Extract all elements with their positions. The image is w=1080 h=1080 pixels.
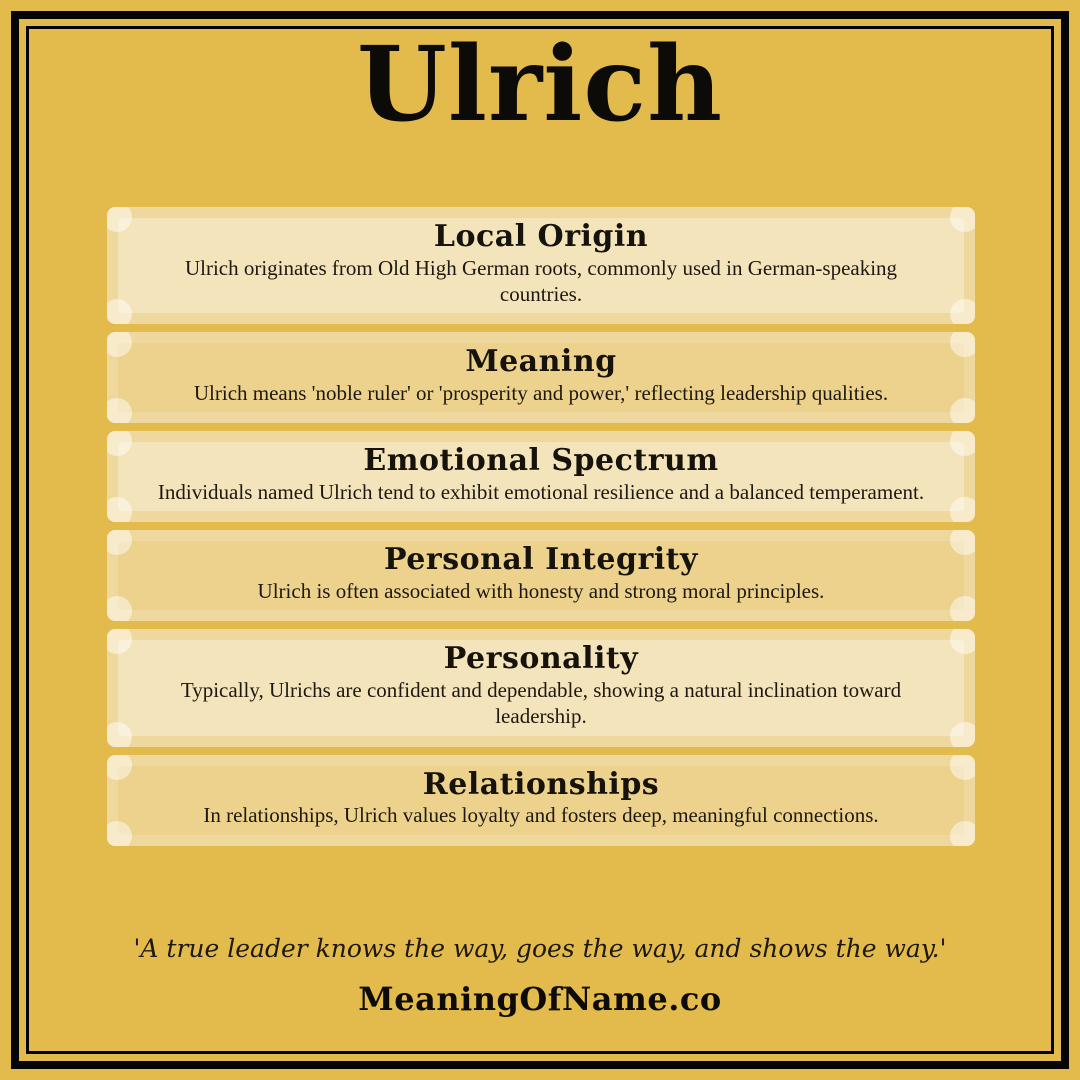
section-body: Ulrich is often associated with honesty and strong moral principles. xyxy=(257,578,825,603)
corner-dot-icon xyxy=(950,755,975,780)
corner-dot-icon xyxy=(950,722,975,747)
corner-dot-icon xyxy=(107,299,132,324)
page-title: Ulrich xyxy=(357,24,723,145)
corner-dot-icon xyxy=(950,398,975,423)
section-card-meaning xyxy=(107,332,975,423)
section-body: Ulrich originates from Old High German roots, commonly used in German-speaking countries. xyxy=(184,255,898,306)
section-card-inner xyxy=(118,766,964,835)
section-body: Ulrich means 'noble ruler' or 'prosperity and power,' reflecting leadership qualities. xyxy=(193,380,889,405)
section-card-emotional-spectrum xyxy=(107,431,975,522)
section-heading: Emotional Spectrum xyxy=(363,443,719,479)
section-heading: Local Origin xyxy=(433,219,649,254)
section-card-inner xyxy=(118,343,964,412)
section-card-inner xyxy=(118,640,964,735)
section-card-inner xyxy=(118,442,964,511)
section-card-relationships xyxy=(107,755,975,846)
section-heading: Meaning xyxy=(465,344,617,380)
section-card-inner xyxy=(118,541,964,610)
corner-dot-icon xyxy=(950,497,975,522)
section-card-inner xyxy=(118,218,964,313)
section-heading: Relationships xyxy=(422,766,660,802)
section-heading: Personality xyxy=(443,641,639,677)
corner-dot-icon xyxy=(950,596,975,621)
quote-text: 'A true leader knows the way, goes the way, and shows the way.' xyxy=(133,934,947,963)
section-card-personal-integrity xyxy=(107,530,975,621)
corner-dot-icon xyxy=(950,821,975,846)
section-heading: Personal Integrity xyxy=(384,542,698,578)
sections-list xyxy=(107,207,975,846)
section-body: Individuals named Ulrich tend to exhibit emotional resilience and a balanced temperament. xyxy=(157,479,925,504)
corner-dot-icon xyxy=(107,398,132,423)
section-card-local-origin xyxy=(107,207,975,324)
corner-dot-icon xyxy=(950,299,975,324)
section-body: In relationships, Ulrich values loyalty and fosters deep, meaningful connections. xyxy=(203,803,879,828)
section-body: Typically, Ulrichs are confident and dependable, showing a natural inclination toward leadership. xyxy=(180,677,902,729)
brand-name: MeaningOfName.co xyxy=(358,980,722,1018)
section-card-personality xyxy=(107,629,975,746)
